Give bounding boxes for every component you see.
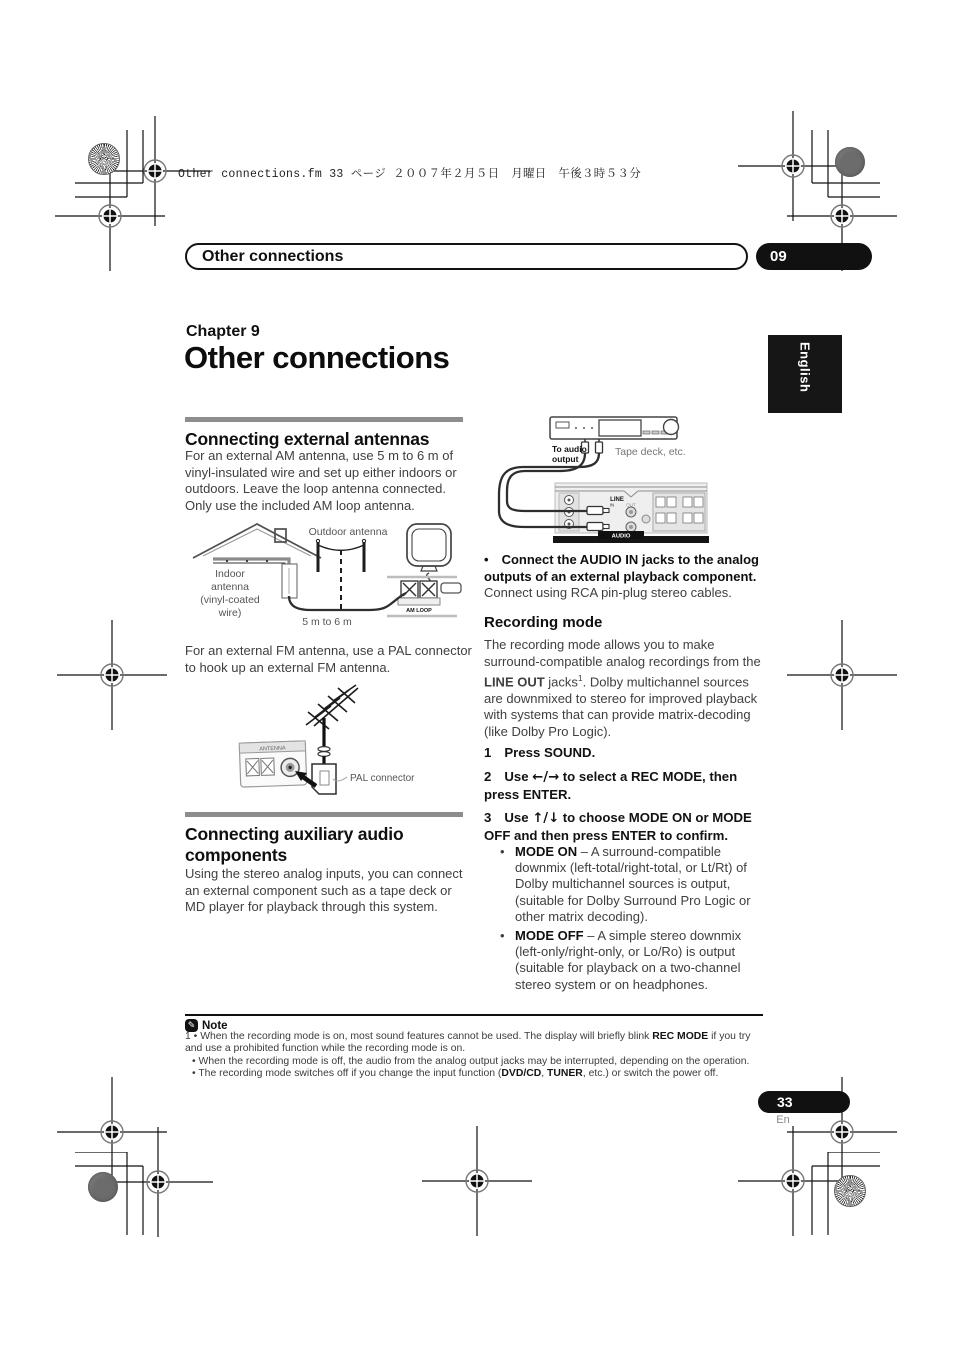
out-label: OUT (626, 502, 636, 508)
audio-label: AUDIO (611, 533, 631, 540)
am-loop-terminal-label: AM LOOP (406, 608, 432, 614)
corner-crop-mark (810, 130, 880, 198)
page-number-badge: 33 (758, 1091, 850, 1113)
tape-deck-glyph (550, 417, 679, 439)
header-title: Other connections (202, 247, 344, 265)
in-label: IN (609, 502, 615, 508)
bullet-rest-text: Connect using RCA pin-plug stereo cables. (484, 585, 732, 600)
aux-connection-diagram (495, 405, 762, 548)
indoor-antenna-label: (vinyl-coated (200, 594, 260, 606)
note-line-3: • The recording mode switches off if you change the input function (DVD/CD, TUNER, etc.) or switch the power off. (192, 1068, 719, 1079)
antenna-panel-label: ANTENNA (259, 745, 286, 753)
antennas-paragraph-am: For an external AM antenna, use 5 m to 6 m of vinyl-insulated wire and set up either indoors or outdoors. Leave the loop antenna connected. Only use the included AM loop antenna. (185, 448, 457, 513)
note-heading-label: Note (202, 1019, 228, 1032)
am-antenna-diagram (185, 520, 463, 640)
section-aux-heading (185, 812, 463, 866)
step-1: 1 Press SOUND. (484, 745, 596, 760)
chapter-kicker: Chapter 9 (186, 323, 260, 340)
tape-deck-label: Tape deck, etc. (615, 446, 686, 458)
antenna-panel-glyph (239, 741, 306, 787)
bullet-marker: • (484, 552, 489, 567)
section-divider-bar (185, 417, 463, 422)
audio-in-bullet (484, 552, 766, 602)
antennas-paragraph-fm: For an external FM antenna, use a PAL connector to hook up an external FM antenna. (185, 643, 472, 675)
am-loop-terminal-glyph (398, 581, 461, 605)
page-title: Other connections (184, 340, 450, 375)
bullet-marker: • (500, 928, 505, 943)
line-label: LINE (610, 497, 624, 503)
note-pencil-icon: ✎ (185, 1019, 198, 1032)
chapter-number-badge: 09 (756, 243, 872, 270)
language-tab-label: English (797, 342, 813, 393)
aux-paragraph: Using the stereo analog inputs, you can connect an external component such as a tape deck or MD player for playback through this system. (185, 866, 463, 914)
corner-crop-mark (75, 130, 145, 198)
note-line-1: 1 • When the recording mode is on, most sound features cannot be used. The display will briefly blink REC MODE if you try and use a prohibited function while the recording mode is on. (185, 1031, 751, 1055)
recording-mode-heading: Recording mode (484, 614, 603, 631)
bullet-marker: • (500, 844, 505, 859)
mode-on-bullet: • MODE ON – A surround-compatible downmix (left-total/right-total, or Lt/Rt) of Dolby multichannel sources is output, (suitable for Dolby Surround Pro Logic or other matrix decoding). (500, 844, 751, 924)
language-tab (768, 335, 842, 413)
section-divider-bar (185, 812, 463, 817)
bullet-bold-text: Connect the AUDIO IN jacks to the analog outputs of an external playback component. (484, 552, 759, 584)
file-info: Other connections.fm 33 ページ ２００７年２月５日 月曜日 午後３時５３分 (178, 168, 641, 181)
note-divider (185, 1014, 763, 1016)
corner-crop-mark (810, 1152, 880, 1235)
wire-length-label: 5 m to 6 m (302, 616, 352, 628)
fm-antenna-glyph (306, 685, 358, 729)
section-heading: Connecting external antennas (185, 429, 430, 449)
step-3: 3 Use ↑/↓ to choose MODE ON or MODE OFF and then press ENTER to confirm. (484, 810, 752, 843)
to-audio-output-label: output (552, 454, 579, 464)
up-down-arrows-icon: ↑/↓ (532, 811, 560, 826)
left-right-arrows-icon: ←/→ (532, 770, 560, 785)
indoor-antenna-label: wire) (218, 607, 242, 619)
fm-antenna-diagram (228, 684, 464, 796)
footnote-ref: 1 (577, 673, 583, 683)
section-heading: Connecting auxiliary audio components (185, 824, 404, 865)
outdoor-antenna-label: Outdoor antenna (308, 526, 388, 538)
indoor-antenna-label: Indoor (215, 568, 245, 580)
outdoor-antenna-glyph (316, 539, 365, 572)
page-language-label: En (776, 1114, 790, 1126)
note-line-2: • When the recording mode is off, the audio from the analog output jacks may be interrupted, depending on the operation. (192, 1056, 750, 1067)
recording-mode-paragraph: The recording mode allows you to make surround-compatible analog recordings from the LINE OUT jacks$^1$. Dolby multichannel sources are downmixed to stereo for improved playback with systems that can provide matrix-decoding (like Dolby Pro Logic). (484, 637, 761, 739)
mode-off-bullet: • MODE OFF – A simple stereo downmix (left-only/right-only, or Lo/Ro) is output (suitable for playback on a two-channel stereo system or on headphones. (500, 928, 742, 992)
to-audio-output-label: To audio (552, 444, 587, 454)
registration-crosshair-mark (787, 620, 897, 730)
step-2: 2 Use ←/→ to select a REC MODE, then press ENTER. (484, 769, 738, 802)
receiver-rear-panel-glyph (553, 483, 709, 543)
pal-connector-label: PAL connector (350, 773, 415, 784)
indoor-antenna-label: antenna (211, 581, 249, 593)
header-bar (185, 243, 748, 270)
section-antennas-heading (185, 417, 463, 450)
corner-crop-mark (75, 1152, 145, 1235)
pal-connector-glyph (312, 764, 336, 794)
registration-crosshair-mark (422, 1126, 532, 1236)
registration-crosshair-mark (57, 620, 167, 730)
